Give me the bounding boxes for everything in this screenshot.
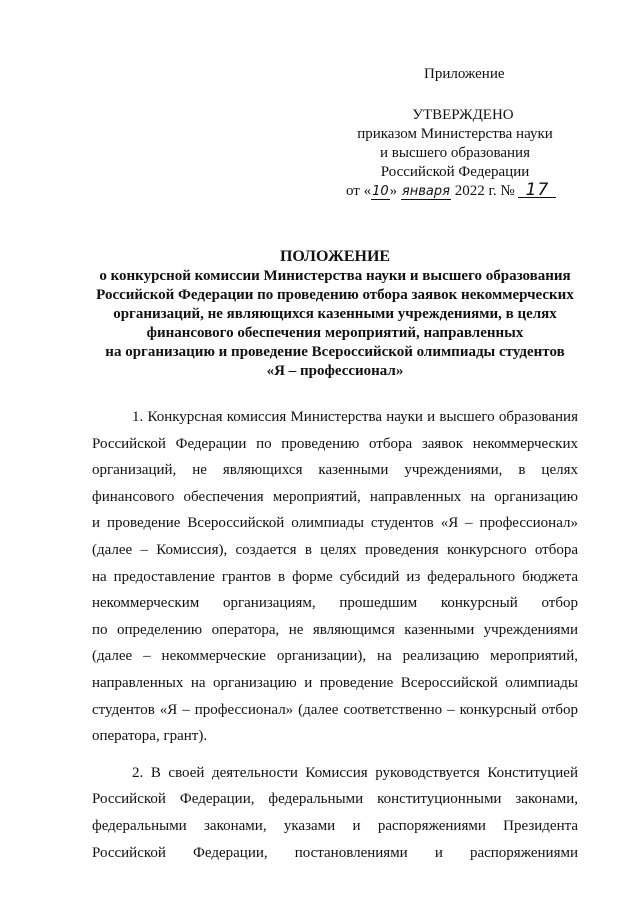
text-line: на предоставление грантов в форме субсидий из федерального бюджета bbox=[92, 568, 578, 585]
order-line-1: приказом Министерства науки bbox=[357, 126, 553, 142]
approved-label: УТВЕРЖДЕНО bbox=[412, 107, 514, 123]
text-line: по определению оператора, не являющимся казенными учреждениями bbox=[92, 621, 578, 638]
text-line: организаций, не являющихся казенными учреждениями, в целях bbox=[92, 462, 578, 479]
title-line: «Я – профессионал» bbox=[266, 363, 404, 379]
text-line: направленных на организацию и проведение Всероссийской олимпиады bbox=[92, 674, 578, 691]
text-line: Российской Федерации, федеральными конституционными законами, bbox=[92, 791, 578, 808]
title-heading: ПОЛОЖЕНИЕ bbox=[279, 248, 391, 265]
handwritten-day: 10 bbox=[372, 184, 389, 199]
text-line: студентов «Я – профессионал» (далее соответственно – конкурсный отбор bbox=[92, 701, 578, 718]
text-line: федеральными законами, указами и распоряжениями Президента bbox=[92, 817, 578, 834]
text-line: 2. В своей деятельности Комиссия руководствуется Конституцией bbox=[132, 764, 578, 781]
document-title bbox=[70, 247, 600, 381]
title-line: Российской Федерации по проведению отбора заявок некоммерческих bbox=[96, 287, 574, 303]
text-line: (далее – некоммерческие организации), на реализацию мероприятий, bbox=[92, 648, 578, 665]
text-line: 1. Конкурсная комиссия Министерства науки и высшего образования bbox=[132, 409, 578, 425]
title-line: организаций, не являющихся казенными учреждениями, в целях bbox=[113, 306, 557, 322]
date-year: 2022 г. № bbox=[454, 183, 515, 199]
paragraph-spacer bbox=[92, 750, 578, 760]
approval-block bbox=[340, 106, 570, 201]
date-mid: » bbox=[389, 183, 398, 199]
text-line: и проведение Всероссийской олимпиады студентов «Я – профессионал» bbox=[92, 515, 578, 532]
title-line: о конкурсной комиссии Министерства науки и высшего образования bbox=[99, 268, 571, 284]
order-line-2: и высшего образования bbox=[380, 145, 530, 161]
title-line: на организацию и проведение Всероссийской олимпиады студентов bbox=[105, 344, 565, 360]
order-date-line bbox=[340, 182, 570, 201]
order-line-3: Российской Федерации bbox=[380, 164, 530, 180]
text-line: оператора, грант). bbox=[92, 728, 208, 745]
text-line: Российской Федерации, постановлениями и распоряжениями bbox=[92, 844, 578, 861]
date-prefix: от « bbox=[346, 183, 372, 199]
text-line: финансового обеспечения мероприятий, направленных на организацию bbox=[92, 488, 578, 505]
title-line: финансового обеспечения мероприятий, направленных bbox=[146, 325, 524, 341]
handwritten-month: января bbox=[401, 184, 450, 199]
document-body bbox=[92, 404, 578, 866]
appendix-label: Приложение bbox=[424, 66, 505, 82]
paragraph-2 bbox=[92, 760, 578, 866]
text-line: (далее – Комиссия), создается в целях проведения конкурсного отбора bbox=[92, 541, 578, 558]
text-line: некоммерческим организациям, прошедшим конкурсный отбор bbox=[92, 595, 578, 612]
text-line: Российской Федерации по проведению отбора заявок некоммерческих bbox=[92, 435, 578, 452]
paragraph-1 bbox=[92, 404, 578, 750]
handwritten-order-number: 17 bbox=[518, 183, 556, 198]
